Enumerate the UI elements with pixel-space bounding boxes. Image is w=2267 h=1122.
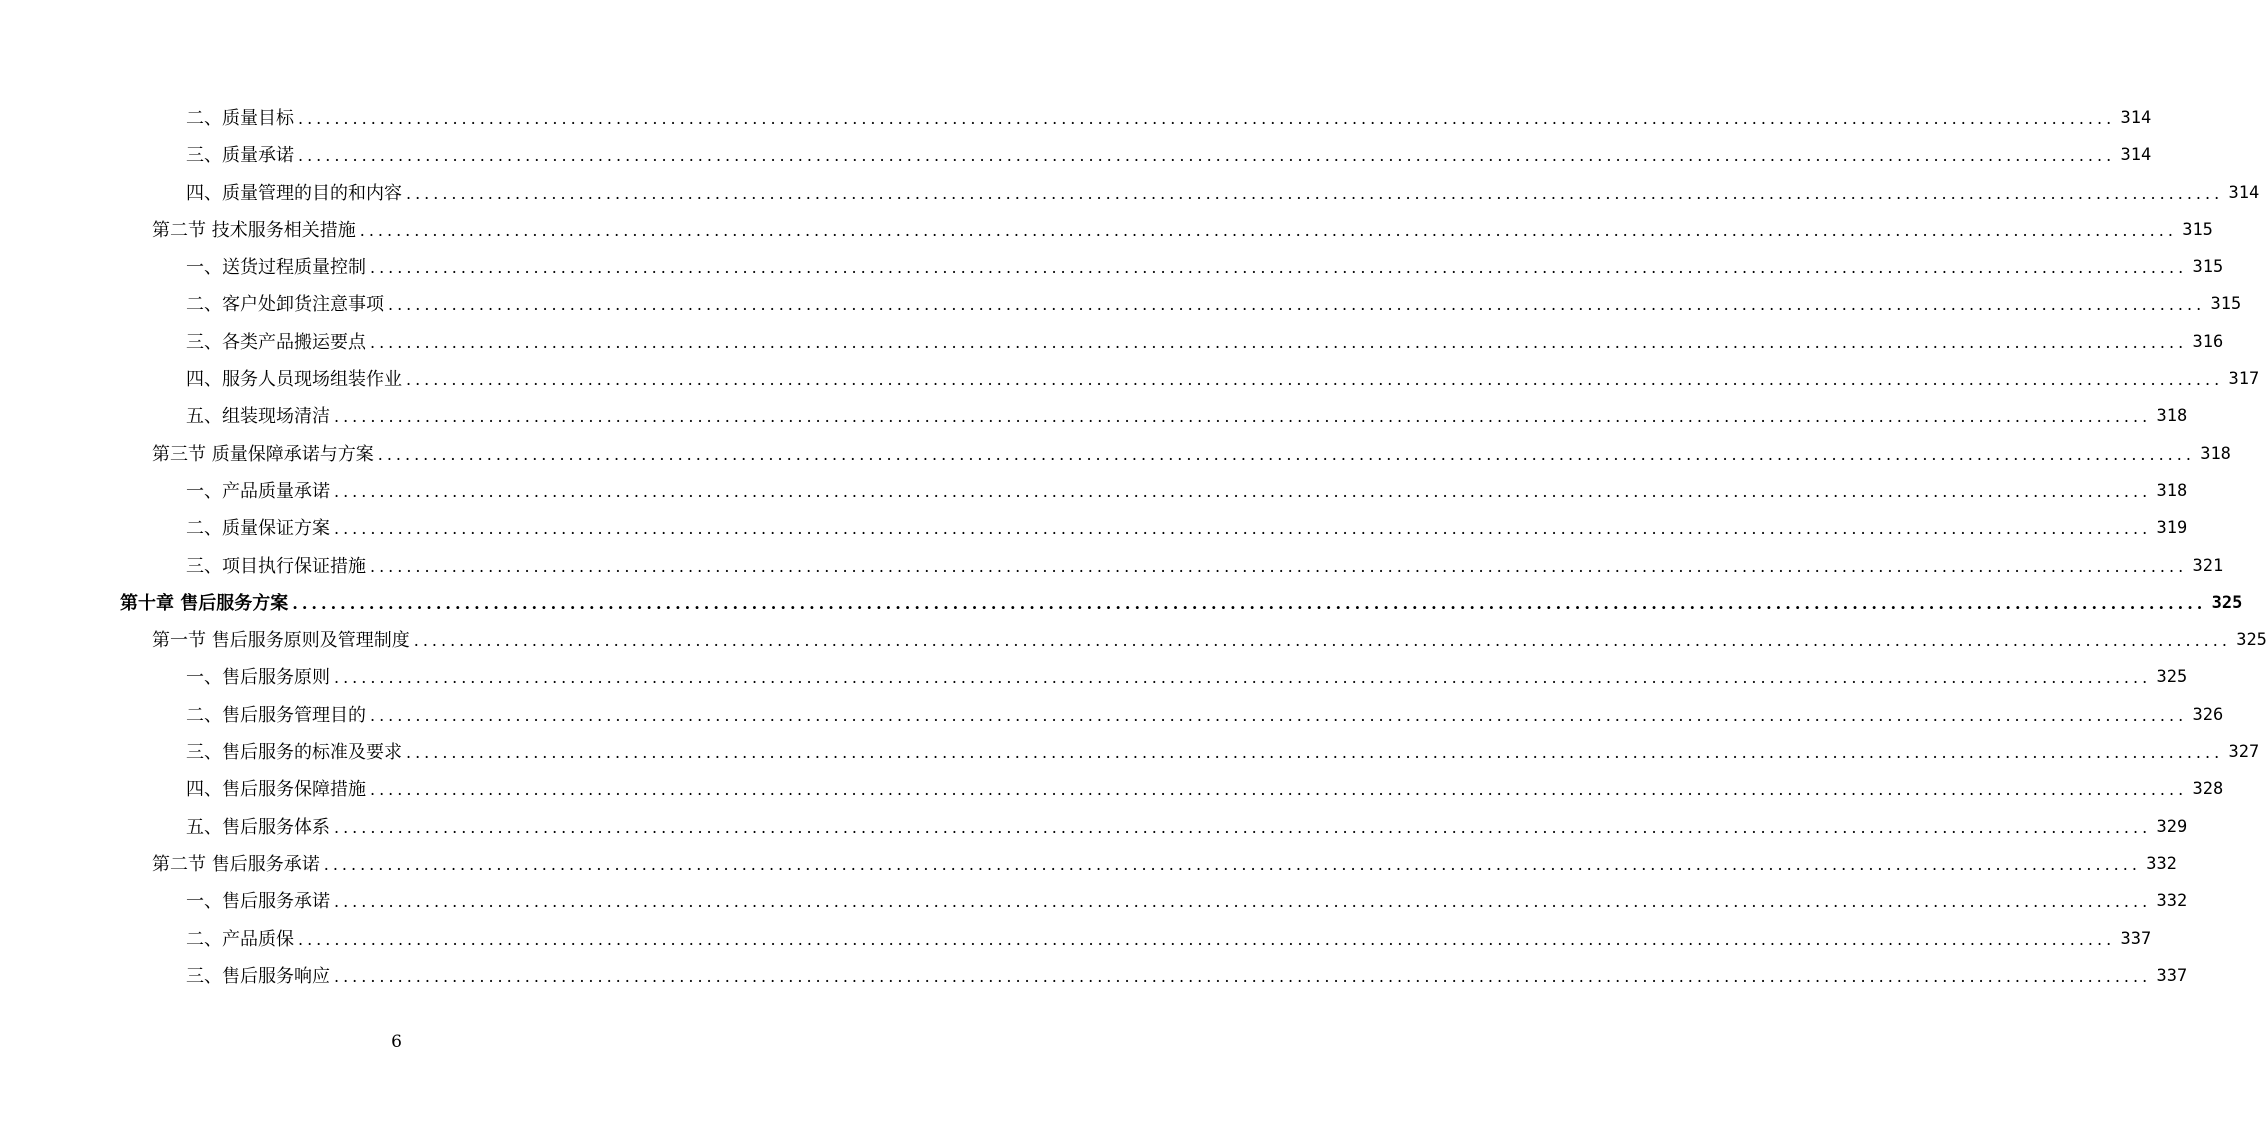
toc-item-entry[interactable] [0,324,2224,361]
toc-entry-page-number: 314 [2228,182,2260,203]
toc-section-entry[interactable] [0,622,2267,659]
toc-item-entry[interactable] [0,921,2152,958]
dot-leader: ........................................................................................................................................................................................................ [298,929,2116,949]
dot-leader: ........................................................................................................................................................................................................ [406,183,2224,203]
toc-entry-page-number: 315 [2210,294,2242,315]
toc-item-entry[interactable] [0,958,2188,995]
toc-entry-title: 三、质量承诺 [186,145,294,167]
toc-entry-page-number: 316 [2192,331,2224,352]
toc-entry-title: 四、售后服务保障措施 [186,779,366,801]
toc-item-entry[interactable] [0,510,2188,547]
toc-entry-page-number: 329 [2156,816,2188,837]
toc-item-entry[interactable] [0,175,2260,212]
toc-section-entry[interactable] [0,846,2177,883]
toc-entry-title: 五、组装现场清洁 [186,406,330,428]
toc-entry-page-number: 326 [2192,704,2224,725]
toc-entry-title: 三、售后服务响应 [186,965,330,987]
toc-entry-page-number: 332 [2156,891,2188,912]
toc-entry-page-number: 337 [2156,965,2188,986]
dot-leader: ........................................................................................................................................................................................................ [334,519,2152,539]
dot-leader: ........................................................................................................................................................................................................ [370,556,2188,576]
toc-entry-title: 三、各类产品搬运要点 [186,331,366,353]
dot-leader: ........................................................................................................................................................................................................ [334,966,2152,986]
dot-leader: ........................................................................................................................................................................................................ [334,892,2152,912]
toc-entry-page-number: 325 [2156,667,2188,688]
table-of-contents [0,100,2267,995]
toc-item-entry[interactable] [0,883,2188,920]
toc-entry-title: 一、售后服务原则 [186,667,330,689]
dot-leader: ........................................................................................................................................................................................................ [334,817,2152,837]
toc-entry-page-number: 315 [2192,257,2224,278]
toc-entry-page-number: 314 [2120,108,2152,128]
toc-item-entry[interactable] [0,137,2152,174]
toc-item-entry[interactable] [0,361,2260,398]
toc-entry-title: 四、质量管理的目的和内容 [186,182,402,204]
toc-item-entry[interactable] [0,659,2188,696]
toc-entry-title: 第二节 技术服务相关措施 [152,219,356,241]
toc-entry-title: 第一节 售后服务原则及管理制度 [152,630,410,652]
toc-item-entry[interactable] [0,697,2224,734]
toc-item-entry[interactable] [0,734,2260,771]
dot-leader: ........................................................................................................................................................................................................ [406,370,2224,390]
toc-section-entry[interactable] [0,436,2231,473]
dot-leader: ........................................................................................................................................................................................................ [334,481,2152,501]
toc-entry-page-number: 327 [2228,742,2260,763]
dot-leader: ........................................................................................................................................................................................................ [298,109,2116,128]
dot-leader: ........................................................................................................................................................................................................ [388,295,2206,315]
dot-leader: ........................................................................................................................................................................................................ [413,631,2231,651]
toc-entry-page-number: 318 [2200,443,2231,464]
toc-entry-title: 第三节 质量保障承诺与方案 [152,443,374,465]
toc-entry-title: 五、售后服务体系 [186,816,330,838]
toc-entry-title: 第十章 售后服务方案 [120,592,289,614]
toc-entry-page-number: 318 [2156,406,2188,427]
toc-item-entry[interactable] [0,100,2152,137]
toc-entry-title: 二、产品质保 [186,928,294,950]
toc-entry-page-number: 325 [2211,592,2243,613]
dot-leader: ........................................................................................................................................................................................................ [370,332,2188,352]
toc-item-entry[interactable] [0,473,2188,510]
toc-entry-page-number: 317 [2228,369,2260,390]
dot-leader: ........................................................................................................................................................................................................ [298,146,2116,166]
toc-entry-title: 一、售后服务承诺 [186,891,330,913]
dot-leader: ........................................................................................................................................................................................................ [334,668,2152,688]
toc-chapter-entry[interactable] [0,585,2243,622]
toc-entry-title: 一、送货过程质量控制 [186,257,366,279]
dot-leader: ........................................................................................................................................................................................................ [370,258,2188,278]
toc-item-entry[interactable] [0,398,2188,435]
toc-entry-page-number: 314 [2120,145,2152,166]
toc-entry-title: 三、售后服务的标准及要求 [186,742,402,764]
dot-leader: ........................................................................................................................................................................................................ [377,444,2195,464]
toc-section-entry[interactable] [0,212,2213,249]
toc-entry-page-number: 319 [2156,518,2188,539]
dot-leader: ........................................................................................................................................................................................................ [292,593,2207,613]
dot-leader: ........................................................................................................................................................................................................ [370,780,2188,800]
dot-leader: ........................................................................................................................................................................................................ [370,705,2188,725]
toc-item-entry[interactable] [0,809,2188,846]
dot-leader: ........................................................................................................................................................................................................ [406,743,2224,763]
toc-entry-title: 一、产品质量承诺 [186,480,330,502]
toc-entry-title: 四、服务人员现场组装作业 [186,369,402,391]
toc-item-entry[interactable] [0,771,2224,808]
toc-entry-title: 三、项目执行保证措施 [186,555,366,577]
toc-item-entry[interactable] [0,286,2242,323]
page-number: 6 [391,1032,402,1052]
dot-leader: ........................................................................................................................................................................................................ [323,854,2141,874]
toc-entry-title: 第二节 售后服务承诺 [152,853,320,875]
dot-leader: ........................................................................................................................................................................................................ [334,407,2152,427]
toc-entry-page-number: 321 [2192,555,2224,576]
toc-entry-page-number: 315 [2182,219,2213,240]
toc-entry-page-number: 337 [2120,928,2152,949]
toc-entry-title: 二、质量目标 [186,108,294,129]
toc-entry-title: 二、质量保证方案 [186,518,330,540]
toc-entry-page-number: 332 [2146,853,2177,874]
toc-item-entry[interactable] [0,548,2224,585]
dot-leader: ........................................................................................................................................................................................................ [359,220,2177,240]
toc-item-entry[interactable] [0,249,2224,286]
toc-entry-title: 二、售后服务管理目的 [186,704,366,726]
toc-entry-page-number: 328 [2192,779,2224,800]
toc-entry-page-number: 325 [2236,630,2267,651]
toc-entry-title: 二、客户处卸货注意事项 [186,294,384,316]
toc-entry-page-number: 318 [2156,480,2188,501]
